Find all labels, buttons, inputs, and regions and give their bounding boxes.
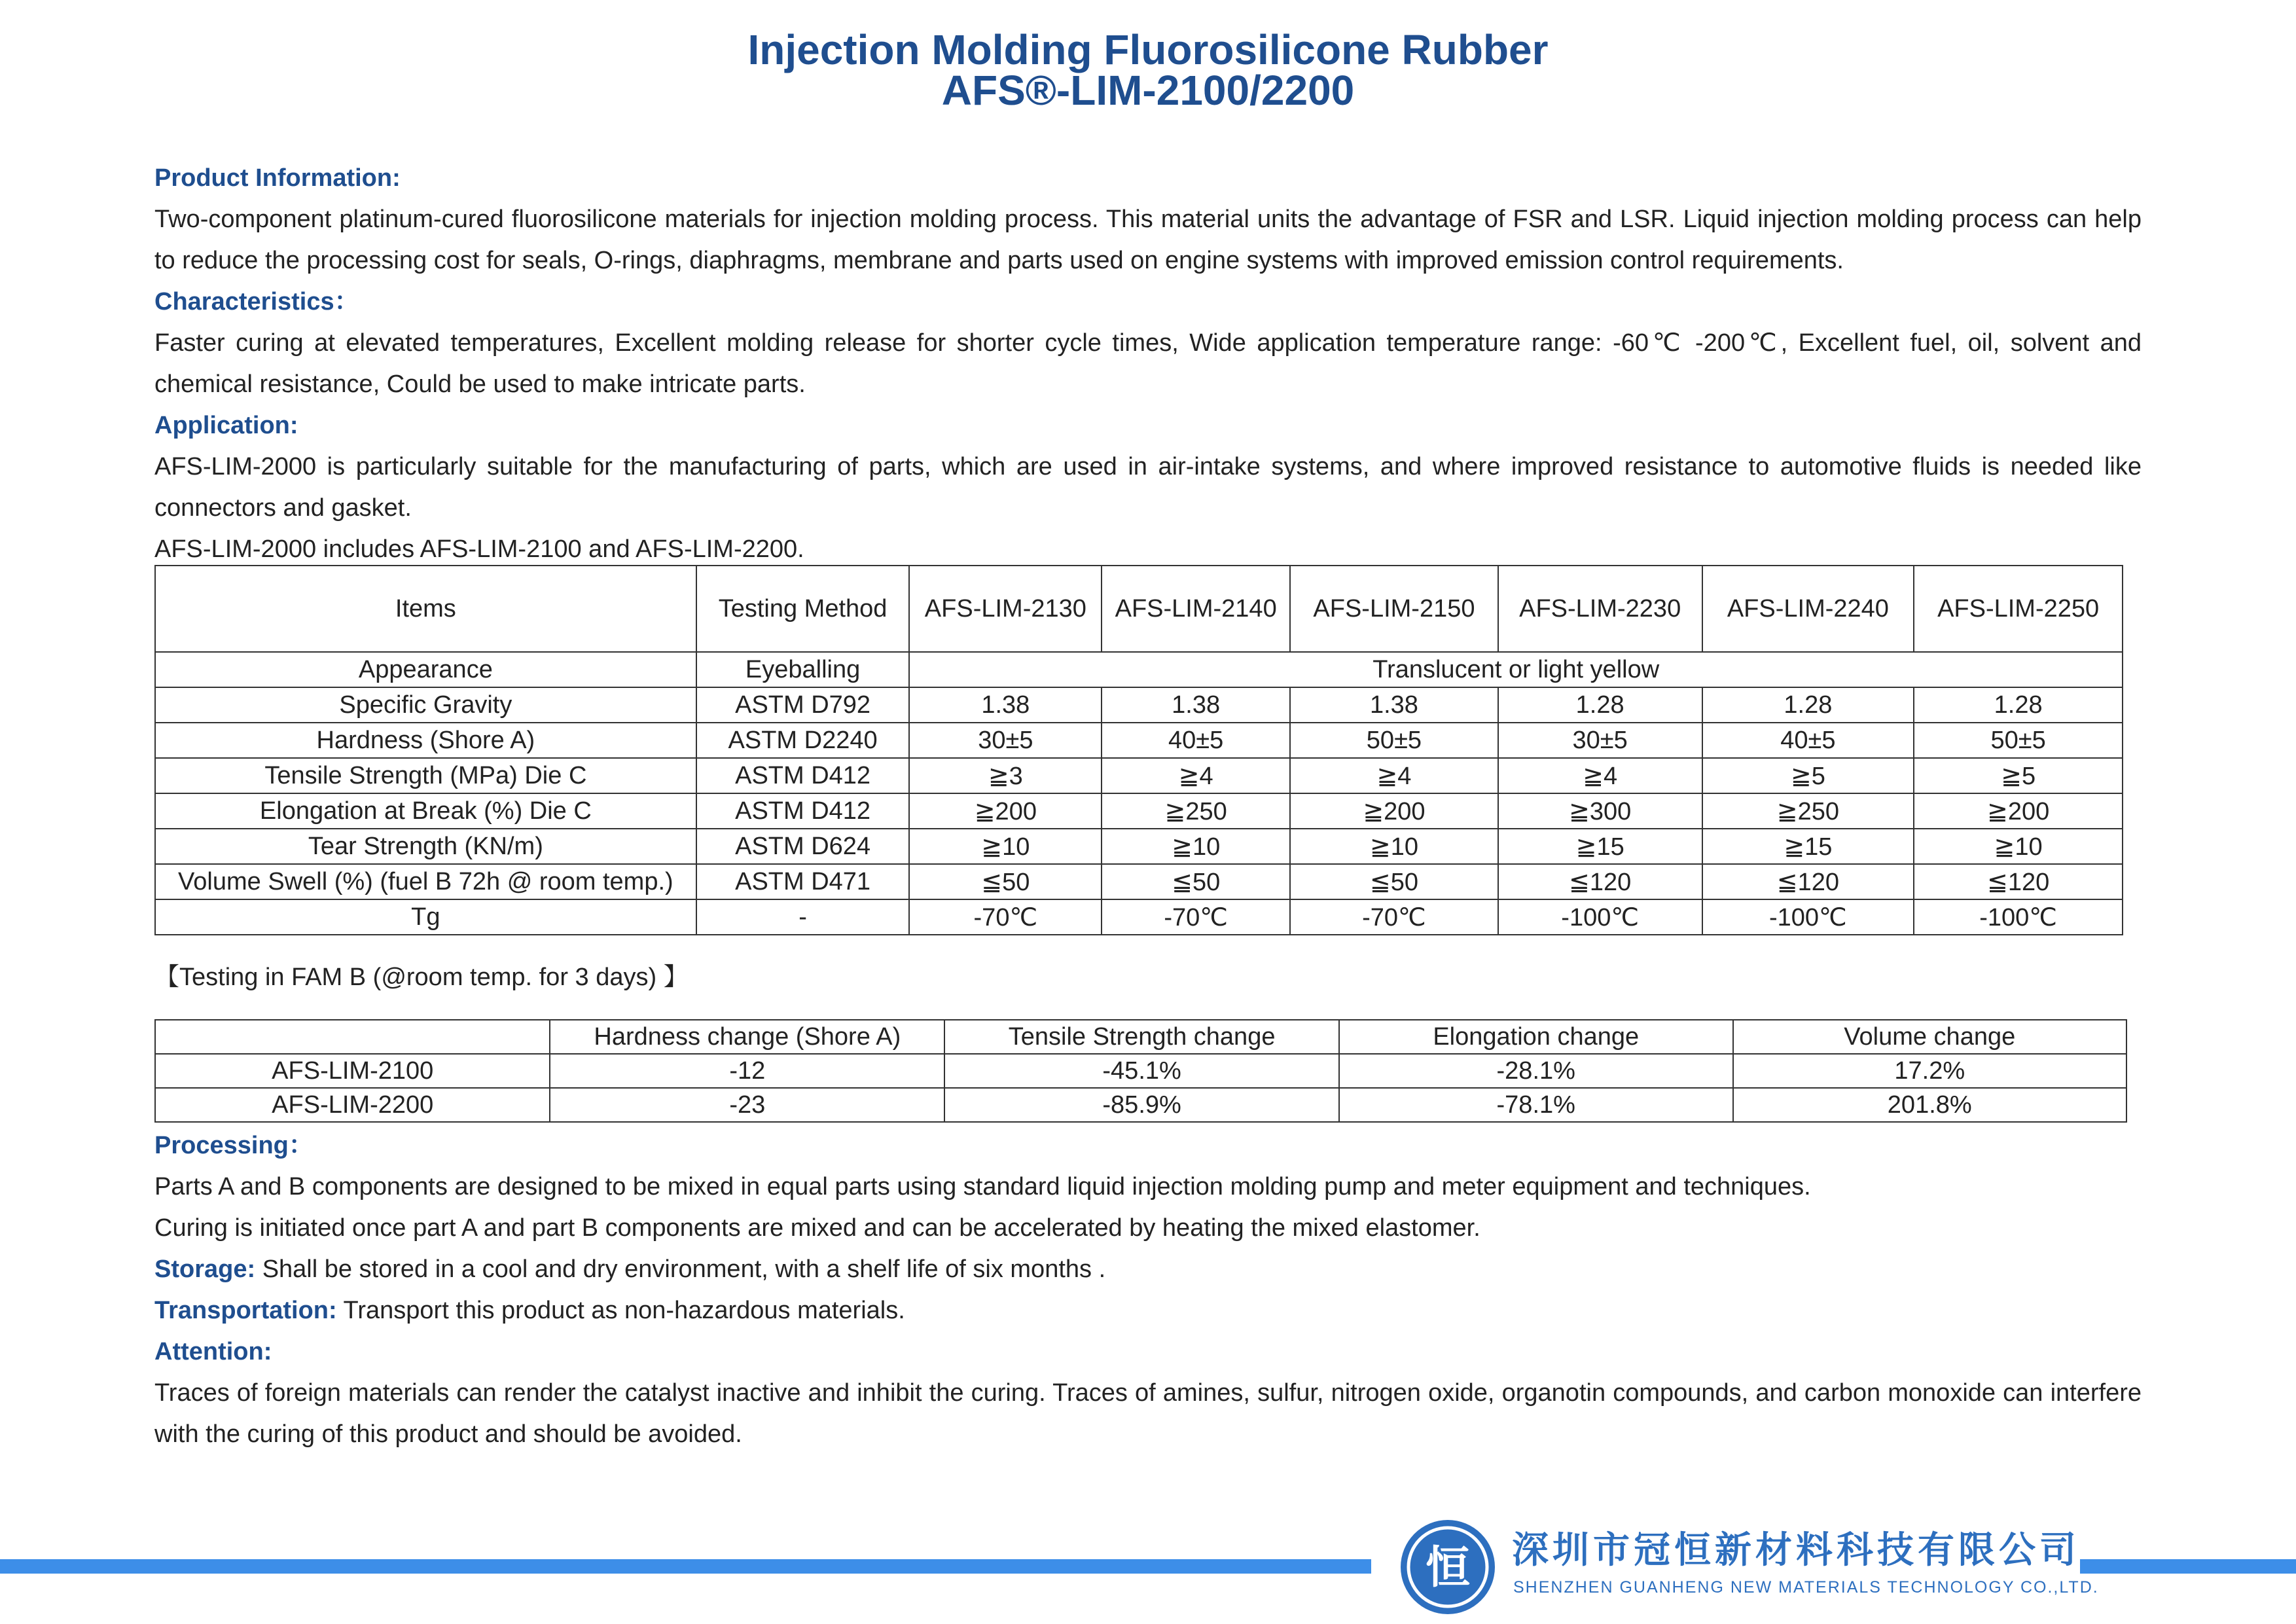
spec-value-cell: ≧10 xyxy=(1102,829,1290,864)
spec-value-cell: 40±5 xyxy=(1702,723,1914,758)
spec-value-cell: ≧4 xyxy=(1102,758,1290,793)
spec-value-cell: 1.28 xyxy=(1498,687,1702,723)
footer-divider-right xyxy=(2080,1559,2296,1574)
spec-value-cell: ≧5 xyxy=(1702,758,1914,793)
spec-row xyxy=(155,793,2123,829)
spec-row xyxy=(155,687,2123,723)
spec-value-cell: ≧200 xyxy=(1290,793,1498,829)
fam-b-header-cell: Elongation change xyxy=(1339,1020,1733,1054)
fam-b-value-cell: -23 xyxy=(550,1088,944,1122)
spec-method-cell: ASTM D412 xyxy=(696,793,910,829)
spec-header-cell: AFS-LIM-2230 xyxy=(1498,566,1702,652)
fam-b-value-cell: 201.8% xyxy=(1733,1088,2127,1122)
footer-divider-left xyxy=(0,1559,1371,1574)
intro-section xyxy=(154,158,2142,570)
spec-data-rows xyxy=(155,687,2123,935)
fam-b-header-cell: Volume change xyxy=(1733,1020,2127,1054)
fam-b-value-cell: -78.1% xyxy=(1339,1088,1733,1122)
fam-b-value-cell: -85.9% xyxy=(944,1088,1339,1122)
spec-value-cell: ≧15 xyxy=(1498,829,1702,864)
storage-line xyxy=(154,1249,2142,1290)
fam-b-value-cell: 17.2% xyxy=(1733,1054,2127,1088)
fam-b-value-cell: -45.1% xyxy=(944,1054,1339,1088)
spec-value-cell: ≦50 xyxy=(1290,864,1498,899)
spec-value-cell: -100℃ xyxy=(1914,899,2123,935)
spec-item-cell: Tg xyxy=(155,899,696,935)
spec-value-cell: ≦50 xyxy=(909,864,1102,899)
fam-b-header-cell: Tensile Strength change xyxy=(944,1020,1339,1054)
spec-row xyxy=(155,899,2123,935)
document-title: Injection Molding Fluorosilicone Rubber xyxy=(747,26,1549,73)
product-info-text: Two-component platinum-cured fluorosilicone materials for injection molding process. This material units the advantage of FSR and LSR. Liquid injection molding process can help to reduce the processing cost for seals, O-rings, diaphragms, membrane and parts used on engine systems with improved emission control requirements. xyxy=(154,206,2142,274)
spec-value-cell: 30±5 xyxy=(909,723,1102,758)
spec-value-cell: ≧200 xyxy=(1914,793,2123,829)
spec-method-cell: - xyxy=(696,899,910,935)
spec-method-cell: ASTM D412 xyxy=(696,758,910,793)
spec-row xyxy=(155,758,2123,793)
spec-value-cell: -70℃ xyxy=(1290,899,1498,935)
spec-value-cell: 1.28 xyxy=(1702,687,1914,723)
spec-value-cell: 1.28 xyxy=(1914,687,2123,723)
spec-value-cell: ≧4 xyxy=(1290,758,1498,793)
fam-b-header-cell: Hardness change (Shore A) xyxy=(550,1020,944,1054)
spec-header-cell: AFS-LIM-2250 xyxy=(1914,566,2123,652)
fam-b-header-cell xyxy=(155,1020,550,1054)
fam-b-name-cell: AFS-LIM-2200 xyxy=(155,1088,550,1122)
spec-value-cell: 1.38 xyxy=(1102,687,1290,723)
document-subtitle: AFS®-LIM-2100/2200 xyxy=(941,67,1355,114)
spec-value-cell: ≧3 xyxy=(909,758,1102,793)
product-info-heading: Product Information: xyxy=(154,164,401,192)
processing-section xyxy=(154,1125,2142,1455)
spec-value-cell: ≧300 xyxy=(1498,793,1702,829)
fam-b-data-rows xyxy=(155,1054,2126,1122)
spec-value-cell: 1.38 xyxy=(909,687,1102,723)
transportation-label: Transportation: xyxy=(154,1297,337,1324)
spec-value-cell: 50±5 xyxy=(1290,723,1498,758)
spec-value-cell: ≧250 xyxy=(1102,793,1290,829)
spec-table xyxy=(154,565,2123,935)
characteristics-text: Faster curing at elevated temperatures, Excellent molding release for shorter cycle times, Wide application temperature range: -60℃ -200℃, Excellent fuel, oil, solvent and chemical resistance, Could be used to make intricate parts. xyxy=(154,329,2142,398)
fam-b-caption: 【Testing in FAM B (@room temp. for 3 days) 】 xyxy=(154,964,689,991)
spec-value-cell: 1.38 xyxy=(1290,687,1498,723)
spec-value-cell: -70℃ xyxy=(909,899,1102,935)
spec-value-cell: ≦50 xyxy=(1102,864,1290,899)
storage-label: Storage: xyxy=(154,1255,256,1283)
spec-row xyxy=(155,723,2123,758)
fam-b-row xyxy=(155,1088,2126,1122)
spec-row-appearance xyxy=(155,652,2123,687)
processing-heading: Processing： xyxy=(154,1132,314,1159)
spec-header-cell: Items xyxy=(155,566,696,652)
spec-item-cell: Elongation at Break (%) Die C xyxy=(155,793,696,829)
spec-method-cell: ASTM D792 xyxy=(696,687,910,723)
spec-item-cell: Tear Strength (KN/m) xyxy=(155,829,696,864)
transportation-text: Transport this product as non-hazardous materials. xyxy=(336,1297,905,1324)
spec-value-cell: 50±5 xyxy=(1914,723,2123,758)
spec-value-cell: ≧250 xyxy=(1702,793,1914,829)
processing-text-2: Curing is initiated once part A and part B components are mixed and can be accelerated by heating the mixed elastomer. xyxy=(154,1214,1480,1242)
spec-value-cell: ≧10 xyxy=(1914,829,2123,864)
spec-header-cell: AFS-LIM-2150 xyxy=(1290,566,1498,652)
spec-method-cell: ASTM D2240 xyxy=(696,723,910,758)
attention-heading: Attention: xyxy=(154,1338,272,1365)
spec-method-cell: ASTM D471 xyxy=(696,864,910,899)
spec-header-cell: Testing Method xyxy=(696,566,910,652)
characteristics-heading: Characteristics： xyxy=(154,288,359,316)
fam-b-header-row xyxy=(155,1020,2126,1054)
fam-b-name-cell: AFS-LIM-2100 xyxy=(155,1054,550,1088)
spec-row xyxy=(155,829,2123,864)
processing-text-1: Parts A and B components are designed to be mixed in equal parts using standard liquid injection molding pump and meter equipment and techniques. xyxy=(154,1173,1811,1200)
fam-b-table xyxy=(154,1019,2127,1123)
spec-value-cell: ≧10 xyxy=(1290,829,1498,864)
spec-value-cell: -100℃ xyxy=(1498,899,1702,935)
company-logo-icon xyxy=(1399,1519,1496,1615)
logo-glyph: 恒 xyxy=(1425,1542,1471,1594)
spec-header-cell: AFS-LIM-2130 xyxy=(909,566,1102,652)
spec-row xyxy=(155,864,2123,899)
fam-b-value-cell: -28.1% xyxy=(1339,1054,1733,1088)
transportation-line xyxy=(154,1290,2142,1331)
spec-value-cell: 40±5 xyxy=(1102,723,1290,758)
spec-value-cell: ≦120 xyxy=(1914,864,2123,899)
fam-b-row xyxy=(155,1054,2126,1088)
storage-text: Shall be stored in a cool and dry environment, with a shelf life of six months . xyxy=(255,1255,1106,1283)
application-text-2: AFS-LIM-2000 includes AFS-LIM-2100 and AFS-LIM-2200. xyxy=(154,535,804,563)
spec-value-cell: ≦120 xyxy=(1498,864,1702,899)
attention-text: Traces of foreign materials can render the catalyst inactive and inhibit the curing. Traces of amines, sulfur, nitrogen oxide, organotin compounds, and carbon monoxide can interfere with the curing of this product and should be avoided. xyxy=(154,1379,2142,1448)
spec-item-cell: Specific Gravity xyxy=(155,687,696,723)
fam-b-value-cell: -12 xyxy=(550,1054,944,1088)
application-text: AFS-LIM-2000 is particularly suitable for the manufacturing of parts, which are used in air-intake systems, and where improved resistance to automotive fluids is needed like connectors and gasket. xyxy=(154,453,2142,522)
spec-item-cell: Hardness (Shore A) xyxy=(155,723,696,758)
spec-value-cell: -70℃ xyxy=(1102,899,1290,935)
spec-value-cell: ≧4 xyxy=(1498,758,1702,793)
company-name-en: SHENZHEN GUANHENG NEW MATERIALS TECHNOLOGY CO.,LTD. xyxy=(1513,1578,2099,1597)
company-name-cn: 深圳市冠恒新材料科技有限公司 xyxy=(1512,1529,2080,1572)
spec-value-cell: ≧15 xyxy=(1702,829,1914,864)
spec-value-cell: -100℃ xyxy=(1702,899,1914,935)
spec-item-cell: Appearance xyxy=(155,652,696,687)
spec-appearance-value: Translucent or light yellow xyxy=(909,652,2123,687)
spec-header-row xyxy=(155,566,2123,652)
spec-header-cell: AFS-LIM-2140 xyxy=(1102,566,1290,652)
spec-item-cell: Volume Swell (%) (fuel B 72h @ room temp.) xyxy=(155,864,696,899)
spec-method-cell: ASTM D624 xyxy=(696,829,910,864)
spec-value-cell: ≧10 xyxy=(909,829,1102,864)
spec-item-cell: Tensile Strength (MPa) Die C xyxy=(155,758,696,793)
spec-header-cell: AFS-LIM-2240 xyxy=(1702,566,1914,652)
spec-method-cell: Eyeballing xyxy=(696,652,910,687)
spec-value-cell: ≦120 xyxy=(1702,864,1914,899)
spec-value-cell: ≧200 xyxy=(909,793,1102,829)
spec-value-cell: ≧5 xyxy=(1914,758,2123,793)
application-heading: Application: xyxy=(154,412,298,439)
spec-value-cell: 30±5 xyxy=(1498,723,1702,758)
